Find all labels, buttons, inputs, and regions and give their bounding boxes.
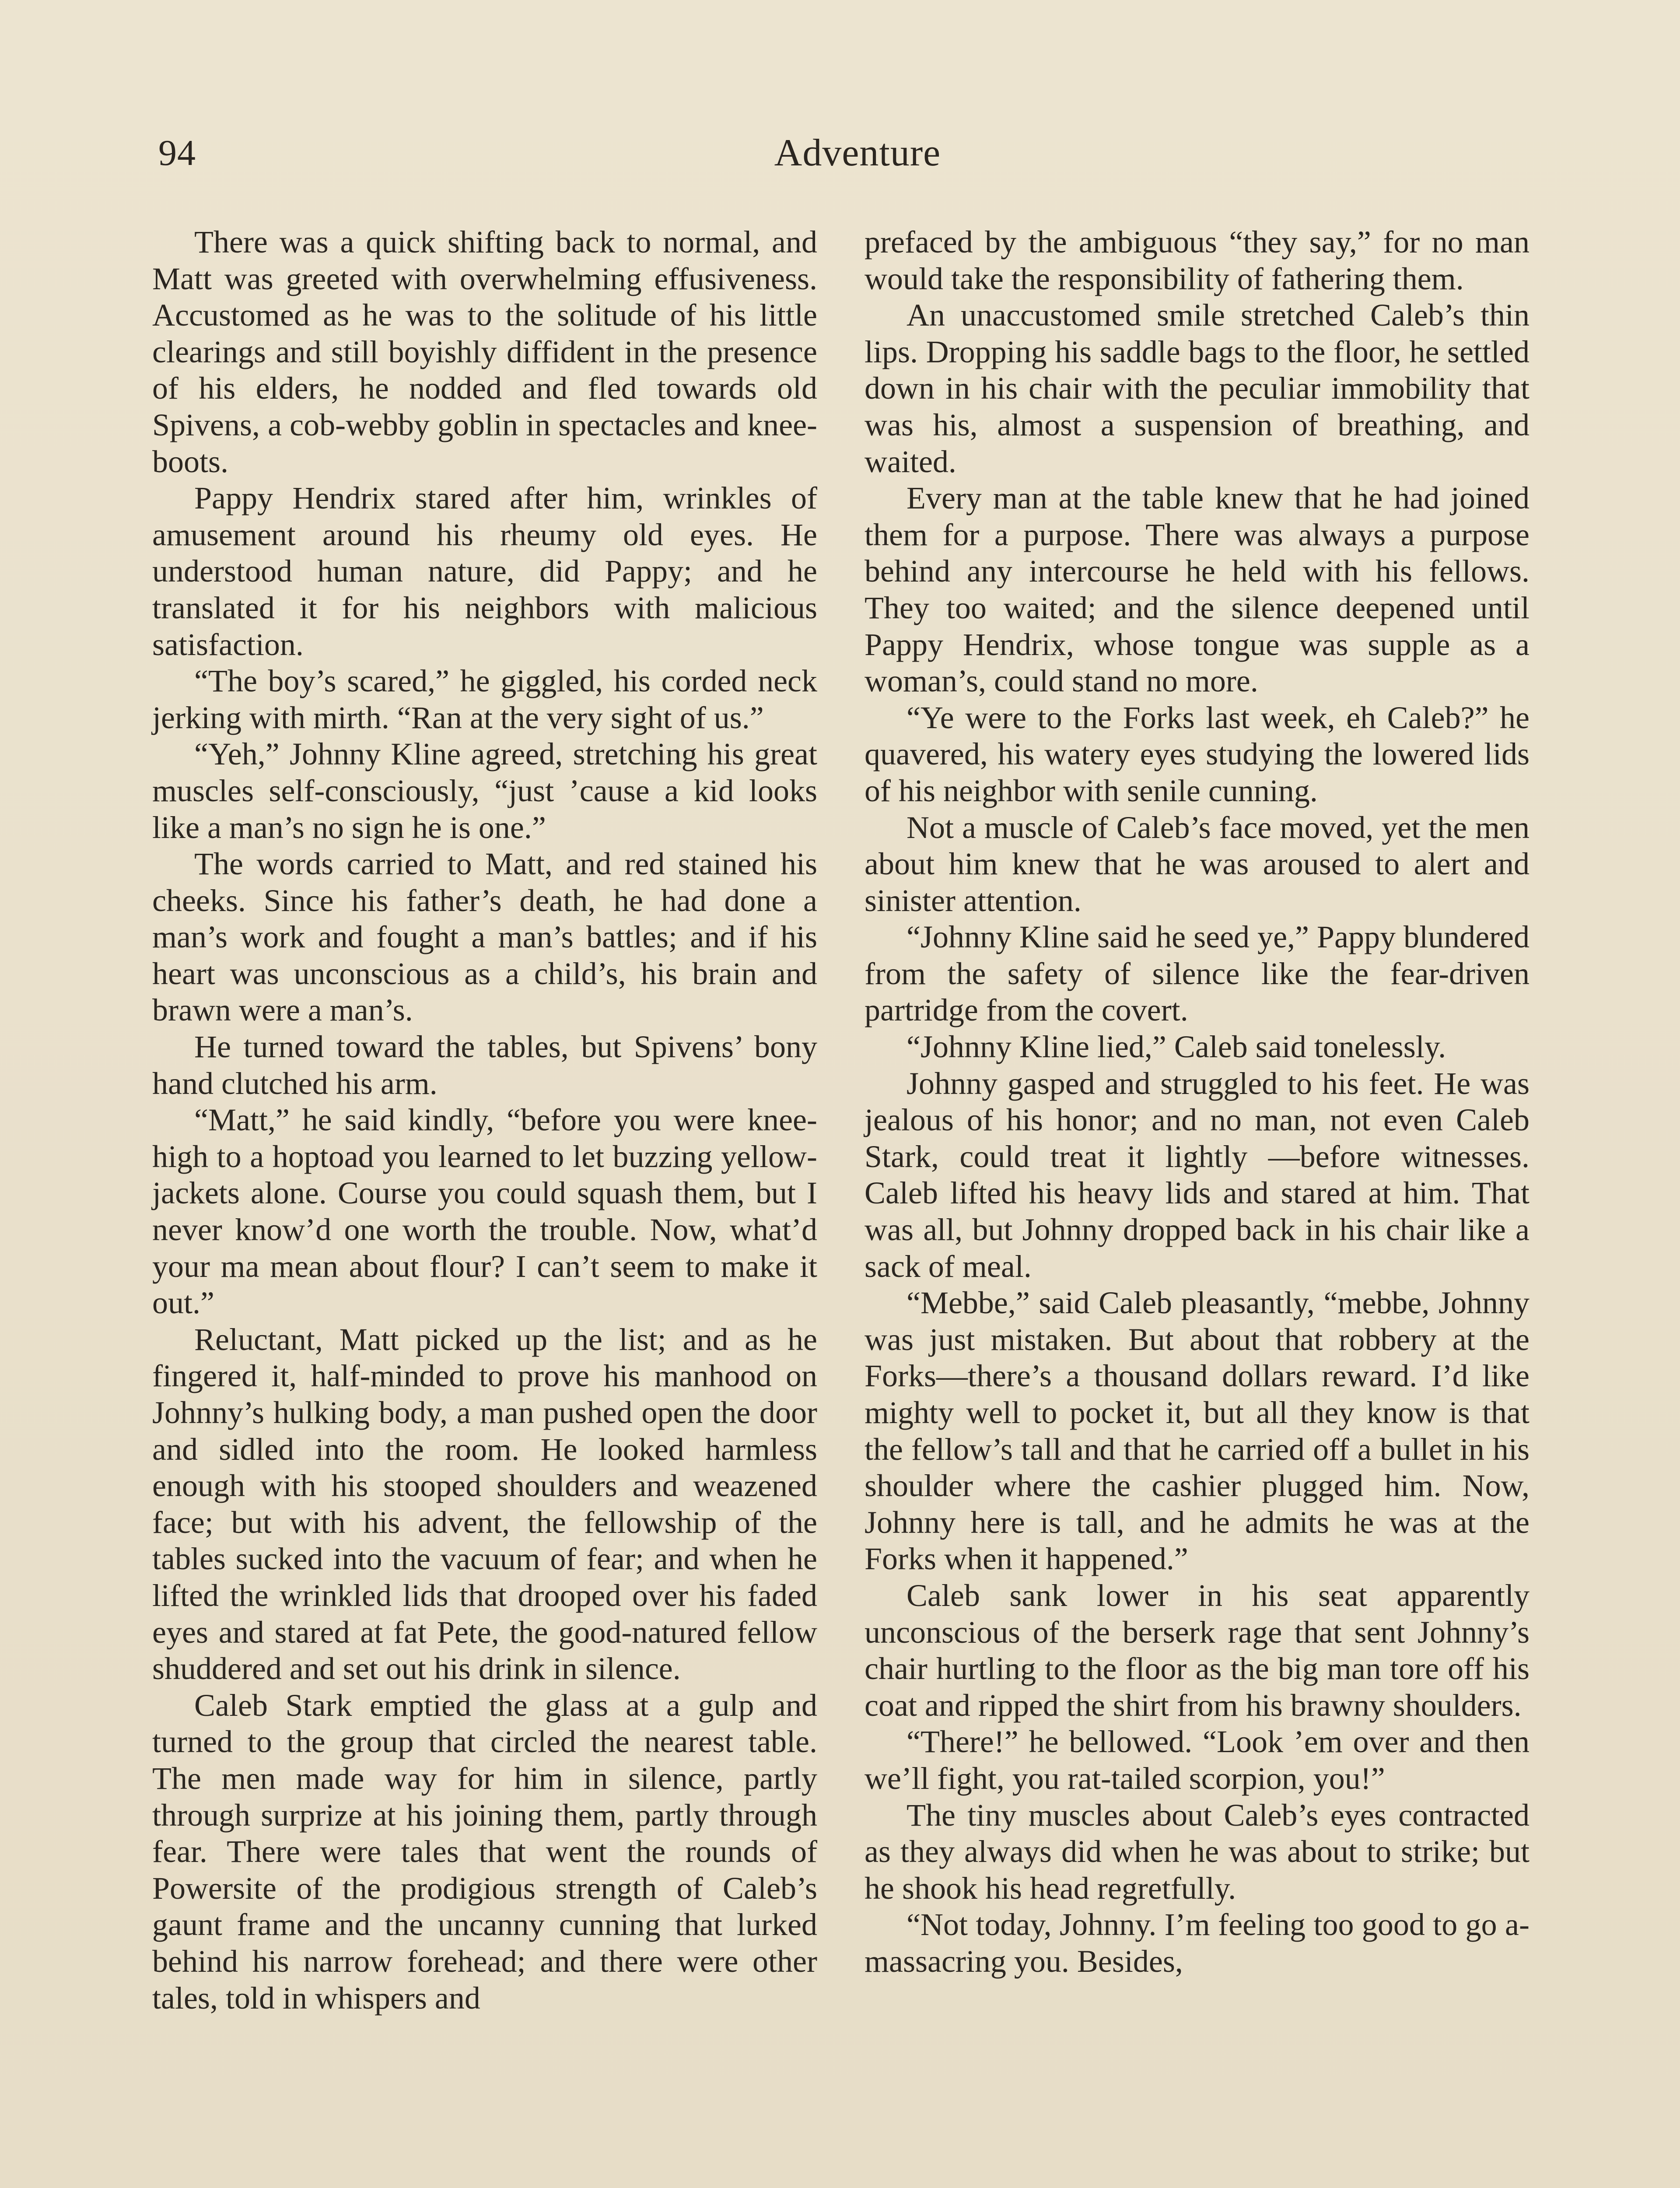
paragraph: “Not today, Johnny. I’m feeling too good to go a-massacring you. Besides, xyxy=(864,1907,1530,1979)
page-number: 94 xyxy=(158,133,196,173)
paragraph: “Yeh,” Johnny Kline agreed, stretching his great muscles self-consciously, “just ’cause a kid looks like a man’s no sign he is one.” xyxy=(152,736,817,845)
paragraph: Reluctant, Matt picked up the list; and as he fingered it, half-minded to prove his manhood on Johnny’s hulking body, a man pushed open the door and sidled into the room. He looked harmless enough with his stooped shoulders and weazened face; but with his advent, the fellowship of the tables sucked into the vacuum of fear; and when he lifted the wrinkled lids that drooped over his faded eyes and stared at fat Pete, the good-natured fellow shuddered and set out his drink in silence. xyxy=(152,1322,817,1687)
paragraph: Every man at the table knew that he had joined them for a purpose. There was always a purpose behind any intercourse he held with his fellows. They too waited; and the silence deepened until Pappy Hendrix, whose tongue was supple as a woman’s, could stand no more. xyxy=(864,480,1530,699)
left-column xyxy=(152,224,817,2016)
paragraph: “Johnny Kline lied,” Caleb said tonelessly. xyxy=(906,1029,1446,1065)
paragraph: He turned toward the tables, but Spivens’ bony hand clutched his arm. xyxy=(152,1029,817,1101)
right-column xyxy=(864,224,1530,1980)
paragraph-continued: prefaced by the ambiguous “they say,” for no man would take the responsibility of fathering them. xyxy=(864,224,1530,296)
paragraph: The words carried to Matt, and red stained his cheeks. Since his father’s death, he had done a man’s work and fought a man’s battles; and if his heart was unconscious as a child’s, his brain and brawn were a man’s. xyxy=(152,846,817,1028)
paragraph: The tiny muscles about Caleb’s eyes contracted as they always did when he was about to strike; but he shook his head regretfully. xyxy=(864,1797,1530,1906)
paragraph: “Matt,” he said kindly, “before you were knee-high to a hoptoad you learned to let buzzing yellow-jackets alone. Course you could squash them, but I never know’d one worth the trouble. Now, what’d your ma mean about flour? I can’t seem to make it out.” xyxy=(152,1102,817,1321)
paragraph: An unaccustomed smile stretched Caleb’s thin lips. Dropping his saddle bags to the floor, he settled down in his chair with the peculiar immobility that was his, almost a suspension of breathing, and waited. xyxy=(864,298,1530,479)
paragraph: There was a quick shifting back to normal, and Matt was greeted with overwhelming effusiveness. Accustomed as he was to the solitude of his little clearings and still boyishly diffident in the presence of his elders, he nodded and fled towards old Spivens, a cob-webby goblin in spectacles and knee-boots. xyxy=(152,224,817,479)
paragraph: “Ye were to the Forks last week, eh Caleb?” he quavered, his watery eyes studying the lowered lids of his neighbor with senile cunning. xyxy=(864,700,1530,808)
paragraph: Caleb sank lower in his seat apparently unconscious of the berserk rage that sent Johnny’s chair hurtling to the floor as the big man tore off his coat and ripped the shirt from his brawny shoulders. xyxy=(864,1578,1530,1723)
paragraph: “The boy’s scared,” he giggled, his corded neck jerking with mirth. “Ran at the very sight of us.” xyxy=(152,663,817,735)
running-title: Adventure xyxy=(774,132,941,174)
paragraph: “Johnny Kline said he seed ye,” Pappy blundered from the safety of silence like the fear-driven partridge from the covert. xyxy=(864,919,1530,1028)
paragraph: Caleb Stark emptied the glass at a gulp and turned to the group that circled the nearest table. The men made way for him in silence, partly through surprize at his joining them, partly through fear. There were tales that went the rounds of Powersite of the prodigious strength of Caleb’s gaunt frame and the uncanny cunning that lurked behind his narrow forehead; and there were other tales, told in whispers and xyxy=(152,1687,817,2016)
paragraph: “There!” he bellowed. “Look ’em over and then we’ll fight, you rat-tailed scorpion, you!” xyxy=(864,1724,1530,1796)
paragraph: Johnny gasped and struggled to his feet. He was jealous of his honor; and no man, not even Caleb Stark, could treat it lightly —before witnesses. Caleb lifted his heavy lids and stared at him. That was all, but Johnny dropped back in his chair like a sack of meal. xyxy=(864,1066,1530,1284)
paragraph: Pappy Hendrix stared after him, wrinkles of amusement around his rheumy old eyes. He understood human nature, did Pappy; and he translated it for his neighbors with malicious satisfaction. xyxy=(152,480,817,662)
paragraph: “Mebbe,” said Caleb pleasantly, “mebbe, Johnny was just mistaken. But about that robbery at the Forks—there’s a thousand dollars reward. I’d like mighty well to pocket it, but all they know is that the fellow’s tall and that he carried off a bullet in his shoulder where the cashier plugged him. Now, Johnny here is tall, and he admits he was at the Forks when it happened.” xyxy=(864,1285,1530,1577)
paragraph: Not a muscle of Caleb’s face moved, yet the men about him knew that he was aroused to alert and sinister attention. xyxy=(864,810,1530,918)
